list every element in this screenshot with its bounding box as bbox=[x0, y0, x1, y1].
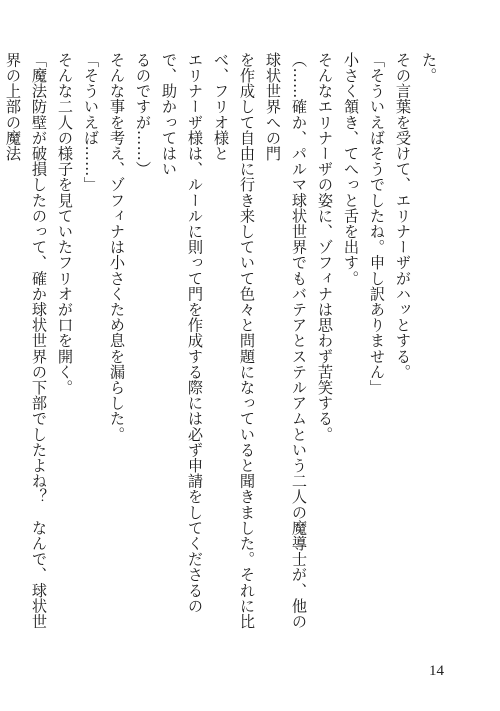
text-line: 「そういえばそうでしたね。申し訳ありません」 bbox=[368, 52, 386, 396]
text-line: 小さく頷き、てへっと舌を出す。 bbox=[342, 52, 360, 286]
text-line: そんなエリナーザの姿に、ゾフィナは思わず苦笑する。 bbox=[316, 52, 334, 442]
text-line: その言葉を受けて、エリナーザがハッとする。 bbox=[394, 52, 412, 380]
text-line: るのですが……） bbox=[134, 52, 152, 177]
text-line: （……確か、パルマ球状世界でもバテアとステルアムという二人の魔導士が、他の球状世界への門 bbox=[264, 52, 308, 630]
text-line: そんな二人の様子を見ていたフリオが口を開く。 bbox=[56, 52, 74, 396]
page-number: 14 bbox=[429, 663, 444, 679]
text-line: そんな事を考え、ゾフィナは小さくため息を漏らした。 bbox=[108, 52, 126, 442]
text-line: を作成して自由に行き来していて色々と問題になっていると聞きました。それに比べ、フリオ様と bbox=[212, 52, 256, 630]
text-line: エリナーザ様は、ルールに則って門を作成する際には必ず申請をしてくださるので、助かってはい bbox=[160, 52, 204, 614]
text-line: た。 bbox=[420, 52, 438, 84]
text-line: 「そういえば……」 bbox=[82, 52, 100, 193]
body-text bbox=[4, 52, 442, 642]
text-line: 「魔法防壁が破損したのって、確か球状世界の下部でしたよね？ なんで、球状世界の上部の魔法 bbox=[4, 52, 48, 630]
